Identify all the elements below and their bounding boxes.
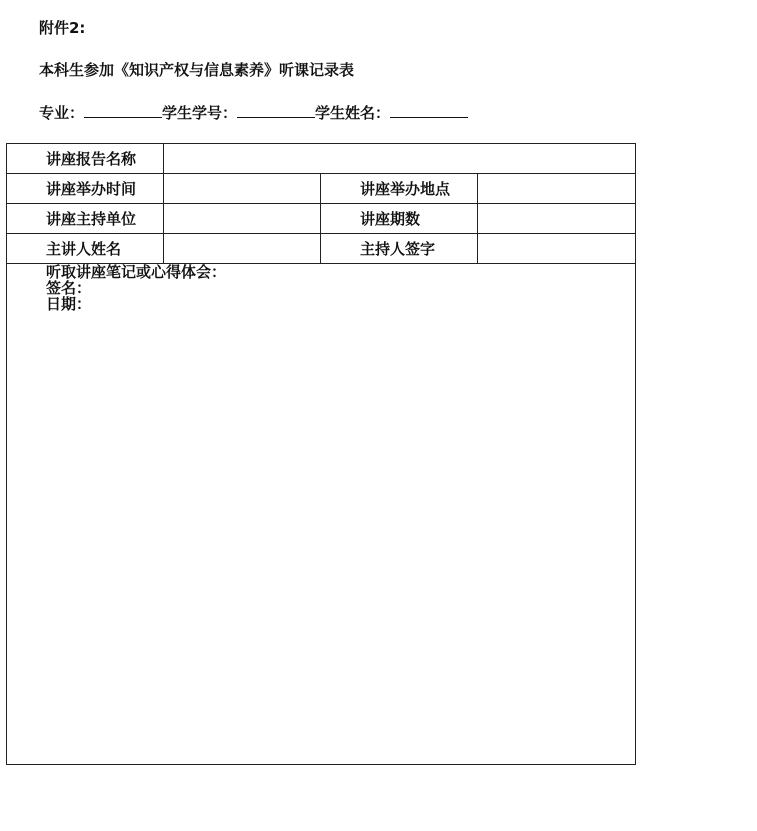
student-name-label: 学生姓名： [315,104,391,122]
date-label: 日期： [46,295,92,313]
attachment-label: 附件2: [39,19,86,37]
lecture-time-label: 讲座举办时间 [7,174,164,204]
signature-label: 签名： [46,279,92,297]
notes-label: 听取讲座笔记或心得体会： [46,263,227,281]
host-unit-label: 讲座主持单位 [7,204,164,234]
major-label: 专业： [39,104,85,122]
form-title: 本科生参加《知识产权与信息素养》听课记录表 [39,61,355,79]
major-blank-field[interactable] [84,103,162,118]
table-row [7,264,636,765]
host-signature-label: 主持人签字 [321,234,478,264]
issue-field[interactable] [478,204,636,234]
table-row [7,234,636,264]
host-signature-field[interactable] [478,234,636,264]
student-name-blank-field[interactable] [390,103,468,118]
student-info-line [39,103,468,122]
lecture-title-field[interactable] [164,144,636,174]
speaker-label: 主讲人姓名 [7,234,164,264]
table-row [7,144,636,174]
speaker-field[interactable] [164,234,321,264]
notes-area[interactable] [7,264,636,765]
student-id-label: 学生学号： [162,104,238,122]
lecture-place-field[interactable] [478,174,636,204]
lecture-place-label: 讲座举办地点 [321,174,478,204]
host-unit-field[interactable] [164,204,321,234]
table-row [7,204,636,234]
lecture-time-field[interactable] [164,174,321,204]
student-id-blank-field[interactable] [237,103,315,118]
lecture-title-label: 讲座报告名称 [7,144,164,174]
issue-label: 讲座期数 [321,204,478,234]
lecture-record-table [6,143,636,765]
table-row [7,174,636,204]
